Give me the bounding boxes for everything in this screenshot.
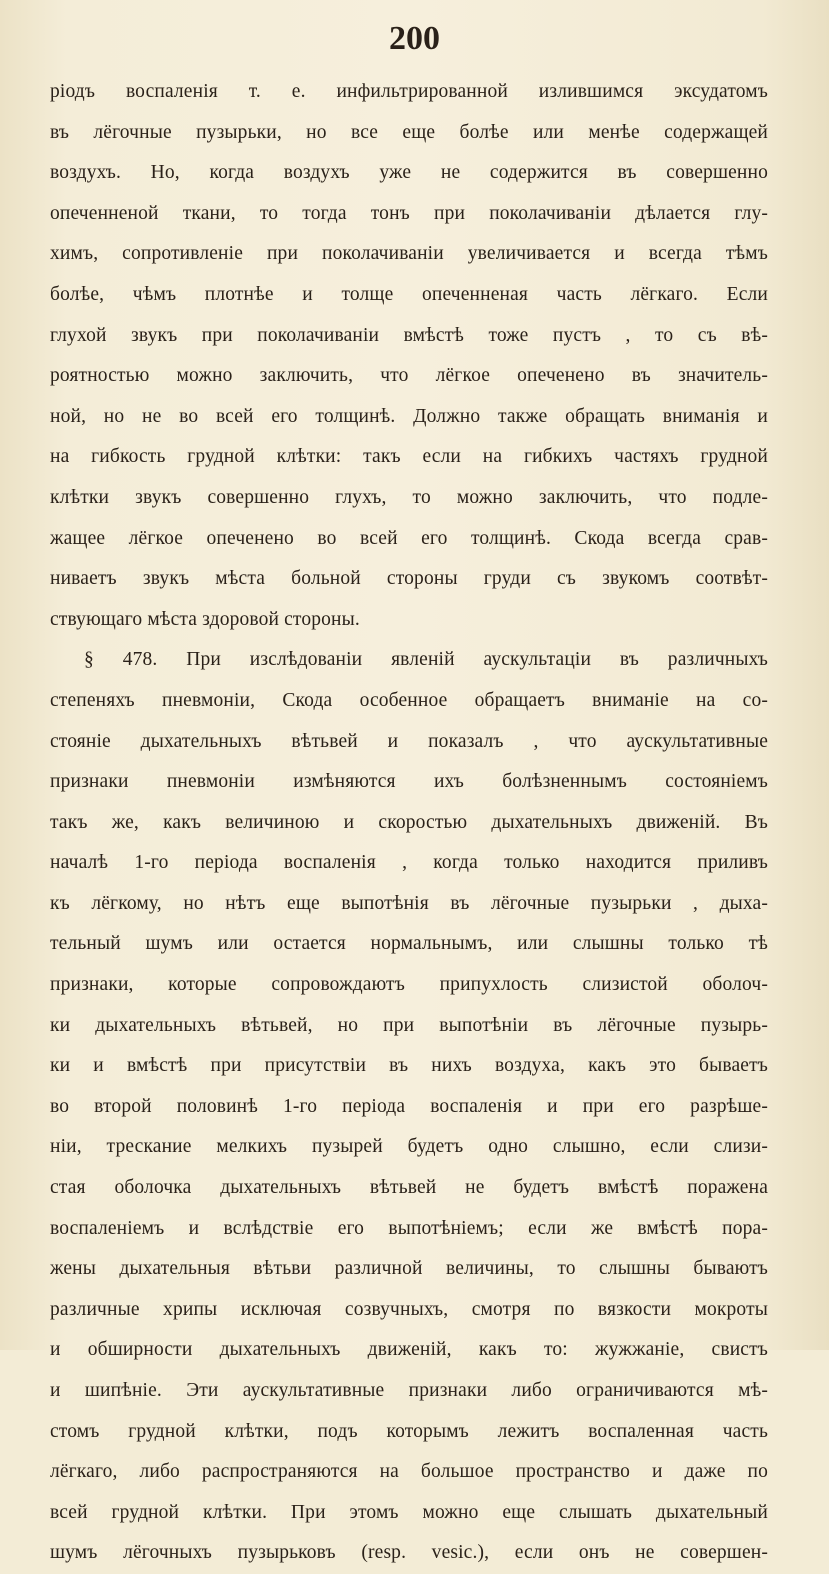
text-line: различные хрипы исключая созвучныхъ, смотря по вязкости мокроты	[50, 1298, 768, 1320]
text-line: ной, но не во всей его толщинѣ. Должно также обращать вниманія и	[50, 405, 768, 427]
text-line: ріодъ воспаленія т. е. инфильтрированной излившимся эксудатомъ	[50, 81, 768, 102]
body-text	[50, 72, 768, 1574]
text-line: степеняхъ пневмоніи, Скода особенное обращаетъ вниманіе на со-	[50, 689, 768, 711]
text-line: лёгкаго, либо распространяются на большое пространство и даже по	[50, 1461, 768, 1483]
text-line: роятностью можно заключить, что лёгкое опеченено въ значитель-	[50, 365, 768, 387]
text-line: стояніе дыхательныхъ вѣтьвей и показалъ , что аускультативные	[50, 730, 768, 752]
text-line: въ лёгочные пузырьки, но все еще болѣе или менѣе содержащей	[50, 121, 768, 143]
text-line: и шипѣніе. Эти аускультативные признаки либо ограничиваются мѣ-	[50, 1380, 768, 1401]
text-line: химъ, сопротивленіе при поколачиваніи увеличивается и всегда тѣмъ	[50, 243, 768, 265]
text-line: жены дыхательныя вѣтьви различной величины, то слышны бываютъ	[50, 1258, 768, 1280]
text-line: § 478. При изслѣдованіи явленій аускультаціи въ различныхъ	[84, 649, 768, 671]
text-line: признаки пневмоніи измѣняются ихъ болѣзненнымъ состояніемъ	[50, 771, 768, 793]
text-line: ки и вмѣстѣ при присутствіи въ нихъ воздуха, какъ это бываетъ	[50, 1055, 768, 1077]
text-line: воспаленіемъ и вслѣдствіе его выпотѣніемъ; если же вмѣстѣ пора-	[50, 1217, 768, 1239]
text-line: на гибкость грудной клѣтки: такъ если на гибкихъ частяхъ грудной	[50, 446, 768, 468]
text-line: признаки, которые сопровождаютъ припухлость слизистой оболоч-	[50, 974, 768, 996]
text-line: ки дыхательныхъ вѣтьвей, но при выпотѣніи въ лёгочные пузырь-	[50, 1014, 768, 1036]
page-number: 200	[389, 20, 440, 57]
text-line: такъ же, какъ величиною и скоростью дыхательныхъ движеній. Въ	[50, 811, 768, 833]
text-line: жащее лёгкое опеченено во всей его толщинѣ. Скода всегда срав-	[50, 527, 768, 549]
text-line: во второй половинѣ 1-го періода воспаленія и при его разрѣше-	[50, 1095, 768, 1117]
text-line: и обширности дыхательныхъ движеній, какъ то: жужжаніе, свистъ	[50, 1339, 768, 1361]
text-line: клѣтки звукъ совершенно глухъ, то можно заключить, что подле-	[50, 486, 768, 508]
text-line: стомъ грудной клѣтки, подъ которымъ лежитъ воспаленная часть	[50, 1420, 768, 1442]
text-line: болѣе, чѣмъ плотнѣе и толще опеченненая часть лёгкаго. Если	[50, 283, 768, 305]
text-line: къ лёгкому, но нѣтъ еще выпотѣнія въ лёгочные пузырьки , дыха-	[50, 892, 768, 914]
text-line: глухой звукъ при поколачиваніи вмѣстѣ тоже пустъ , то съ вѣ-	[50, 324, 768, 346]
text-line: ниваетъ звукъ мѣста больной стороны груди съ звукомъ соотвѣт-	[50, 568, 768, 590]
text-line: тельный шумъ или остается нормальнымъ, или слышны только тѣ	[50, 933, 768, 955]
text-line: стая оболочка дыхательныхъ вѣтьвей не будетъ вмѣстѣ поражена	[50, 1177, 768, 1199]
text-line: ствующаго мѣста здоровой стороны.	[50, 608, 360, 630]
text-line: ніи, трескание мелкихъ пузырей будетъ одно слышно, если слизи-	[50, 1136, 768, 1158]
text-line: шумъ лёгочныхъ пузырьковъ (resp. vesic.), если онъ не совершен-	[50, 1542, 768, 1564]
text-line: опеченненой ткани, то тогда тонъ при поколачиваніи дѣлается глу-	[50, 202, 768, 224]
text-line: началѣ 1-го періода воспаленія , когда только находится приливъ	[50, 852, 768, 874]
text-line: воздухъ. Но, когда воздухъ уже не содержится въ совершенно	[50, 162, 768, 184]
text-line: всей грудной клѣтки. При этомъ можно еще слышать дыхательный	[50, 1501, 768, 1523]
